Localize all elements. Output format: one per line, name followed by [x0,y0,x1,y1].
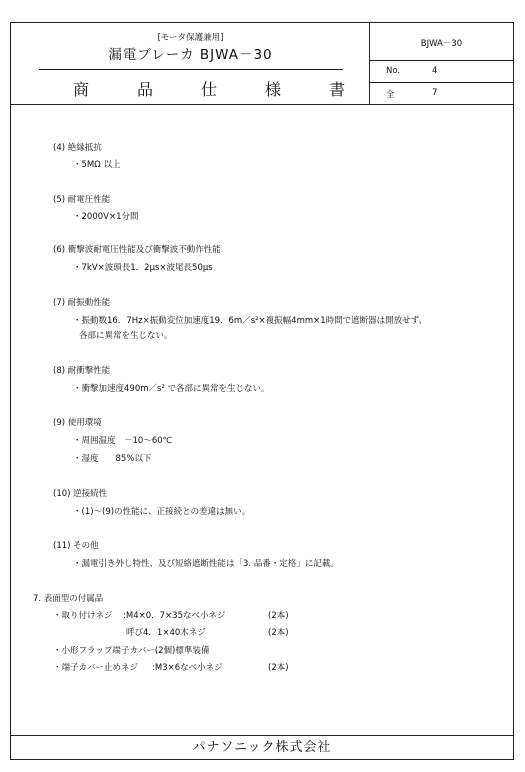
accessory-spec: :M3×6なべ小ネジ [152,663,223,673]
company-footer: パナソニック株式会社 [11,735,513,759]
accessory-qty: (2本) [268,663,289,673]
accessory-spec: 呼び4．1×40木ネジ [126,628,206,638]
section-title: (5) 耐電圧性能 [53,195,111,205]
accessories-title: 7. 表面型の付属品 [33,594,104,604]
spec-sheet [10,22,514,760]
accessory-qty: (2本) [268,611,289,621]
section-line: ・7kV×波頭長1．2μs×波尾長50μs [73,263,213,273]
page-number-cell [370,61,513,83]
section-line: ・2000V×1分間 [73,212,139,222]
section-line: ・(1)～(9)の性能に、正接続との差違は無い。 [73,507,251,517]
accessory-label: ・端子カバー止めネジ [53,663,139,673]
accessory-label: ・小形フラップ端子カバー(2個)標準装備 [53,646,210,656]
section-title: (4) 絶縁抵抗 [53,143,102,153]
page-total-cell [370,83,513,105]
page-number-label: No. [386,66,401,76]
header-divider [39,69,343,70]
section-title: (6) 衝撃波耐電圧性能及び衝撃波不動作性能 [53,245,221,255]
section-title: (10) 逆接続性 [53,489,108,499]
section-line: ・漏電引き外し特性、及び短絡遮断性能は「3. 品番・定格」に記載。 [73,559,339,569]
accessory-spec: :M4×0．7×35なべ小ネジ [123,611,226,621]
doc-title-char: 書 [328,80,345,99]
model-code: BJWA－30 [420,39,463,49]
header-info-block [370,23,513,105]
section-line: ・周囲温度 －10～60℃ [73,436,173,446]
spec-content [11,105,513,731]
section-line: ・振動数16．7Hz×振動変位加速度19．6m／s²×複振幅4mm×1時間で遮断器は開放せず、 [73,316,427,326]
section-title: (8) 耐衝撃性能 [53,366,111,376]
section-title: (7) 耐振動性能 [53,298,111,308]
product-subtitle: [モータ保護兼用] [157,33,224,43]
accessory-label: ・取り付けネジ [53,611,113,621]
doc-title-char: 様 [264,80,281,99]
doc-title-char: 商 [73,80,90,99]
section-line: ・5MΩ 以上 [73,160,121,170]
page-total: 7 [432,88,438,98]
document-title [73,77,345,100]
section-line: ・衝撃加速度490m／s² で各部に異常を生じない。 [73,384,270,394]
doc-title-char: 仕 [200,80,217,99]
model-code-cell [370,23,513,61]
section-line: 各部に異常を生じない。 [79,331,173,341]
section-title: (9) 使用環境 [53,418,102,428]
product-name: 漏電ブレーカ BJWA－30 [108,47,273,63]
section-line: ・湿度 85%以下 [73,454,152,464]
section-title: (11) その他 [53,541,99,551]
doc-title-char: 品 [136,80,153,99]
accessory-qty: (2本) [268,628,289,638]
header-title-block [11,23,370,105]
page-total-label: 全 [386,90,395,100]
page-number: 4 [432,66,438,76]
